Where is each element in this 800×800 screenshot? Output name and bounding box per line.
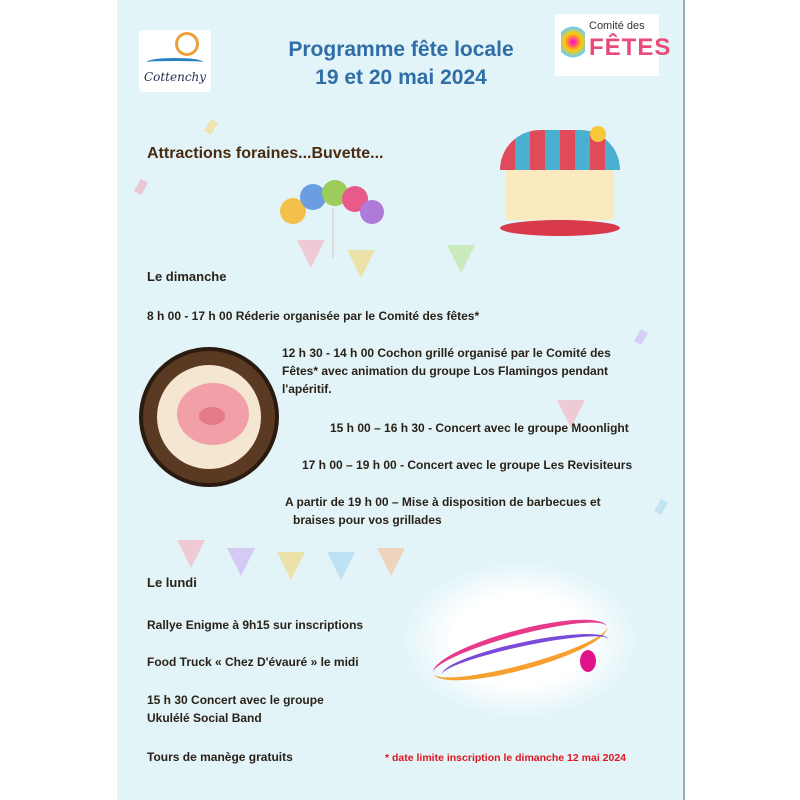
sunday-item: 8 h 00 - 17 h 00 Réderie organisée par le Comité des fêtes* <box>147 309 480 323</box>
bunting-flag <box>177 540 205 568</box>
bunting-flag <box>277 552 305 580</box>
bunting-flag <box>377 548 405 576</box>
lollipops-image <box>280 180 385 260</box>
title-line2: 19 et 20 mai 2024 <box>315 66 487 89</box>
bunting-flag <box>327 552 355 580</box>
monday-item: Tours de manège gratuits <box>147 750 293 764</box>
monday-item: Rallye Enigme à 9h15 sur inscriptions <box>147 618 364 632</box>
sunday-item: 15 h 00 – 16 h 30 - Concert avec le groupe Moonlight <box>330 421 629 435</box>
sunday-item: A partir de 19 h 00 – Mise à disposition de barbecues et braises pour vos grillades <box>285 495 601 527</box>
confetti <box>654 499 668 515</box>
monday-heading: Le lundi <box>147 575 197 590</box>
music-note-icon <box>580 650 596 672</box>
monday-item: 15 h 30 Concert avec le groupe Ukulélé Social Band <box>147 693 324 725</box>
sunday-item: 17 h 00 – 19 h 00 - Concert avec le groupe Les Revisiteurs <box>302 458 633 472</box>
poster <box>117 0 685 800</box>
music-notes-image <box>400 560 640 720</box>
confetti <box>634 329 648 345</box>
bunting-flag <box>227 548 255 576</box>
title-line1: Programme fête locale <box>288 38 514 61</box>
pig-image <box>139 347 279 487</box>
firework-icon <box>561 24 585 60</box>
logo-line1: Comité des <box>589 20 645 32</box>
sunday-heading: Le dimanche <box>147 269 227 284</box>
comite-logo <box>555 14 672 76</box>
confetti <box>134 179 148 195</box>
subtitle: Attractions foraines...Buvette... <box>147 145 384 162</box>
logo-text: Cottenchy <box>143 70 207 84</box>
carousel-image <box>480 120 640 245</box>
logo-line2: FÊTES <box>589 34 672 61</box>
confetti <box>204 119 218 135</box>
sunday-item: 12 h 30 - 14 h 00 Cochon grillé organisé par le Comité des Fêtes* avec animation du groupe Los Flamingos pendant l'apéritif. <box>282 346 611 396</box>
sun-icon <box>590 126 606 142</box>
bunting-flag <box>447 245 475 273</box>
registration-note: * date limite inscription le dimanche 12 mai 2024 <box>385 752 627 764</box>
monday-item: Food Truck « Chez D'évauré » le midi <box>147 655 359 669</box>
